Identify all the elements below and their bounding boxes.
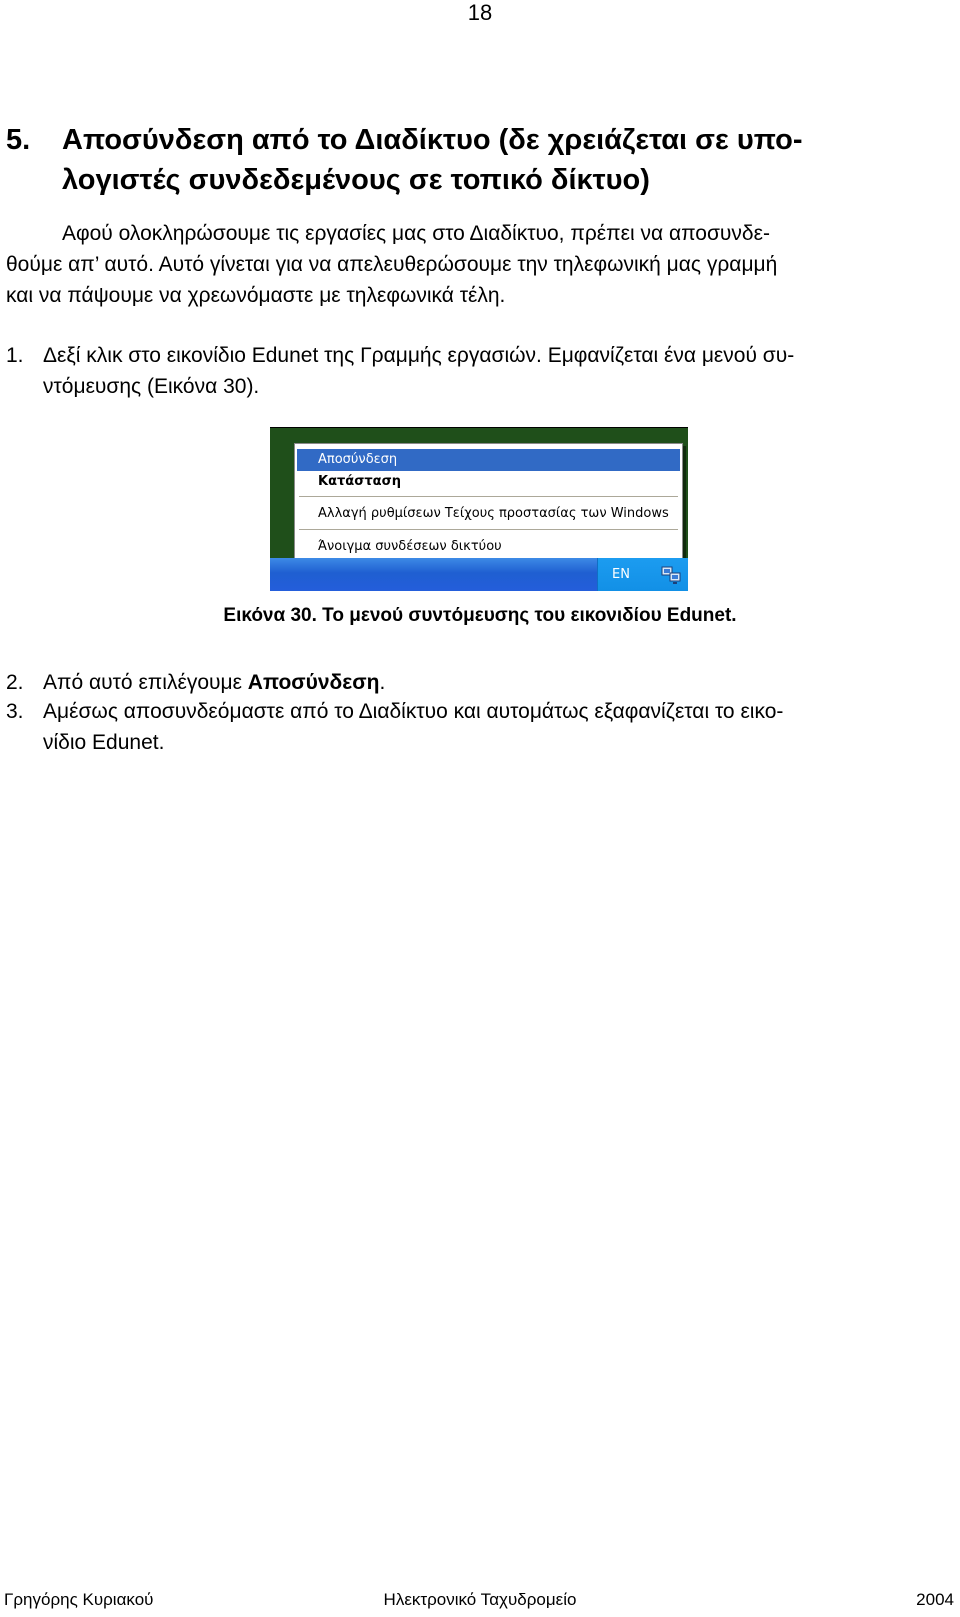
- section-heading-line-1: Αποσύνδεση από το Διαδίκτυο (δε χρειάζεται σε υπο-: [62, 124, 803, 156]
- menu-item-disconnect[interactable]: Αποσύνδεση: [297, 449, 680, 471]
- footer-author: Γρηγόρης Κυριακού: [4, 1590, 154, 1609]
- taskbar: [270, 558, 688, 591]
- network-connection-icon[interactable]: [660, 564, 682, 586]
- section-number: 5.: [6, 124, 31, 156]
- step-2: [6, 667, 954, 698]
- section-heading: [6, 120, 802, 200]
- step-2-bold-term: Αποσύνδεση: [247, 671, 380, 694]
- menu-separator: [299, 496, 678, 497]
- section-heading-line-2: λογιστές συνδεδεμένους σε τοπικό δίκτυο): [62, 164, 650, 196]
- step-1-number: 1.: [6, 344, 24, 367]
- step-3-line-1: Αμέσως αποσυνδεόμαστε από το Διαδίκτυο και αυτομάτως εξαφανίζεται το εικο-: [43, 700, 784, 723]
- language-indicator[interactable]: EN: [612, 567, 630, 582]
- intro-line-2: θούμε απ’ αυτό. Αυτό γίνεται για να απελευθερώσουμε την τηλεφωνική μας γραμμή: [6, 253, 778, 276]
- footer-year: 2004: [916, 1590, 954, 1609]
- step-1-line-2: ντόμευσης (Εικόνα 30).: [43, 375, 260, 398]
- step-3-number: 3.: [6, 700, 24, 723]
- intro-paragraph: [6, 218, 954, 311]
- intro-line-3: και να πάψουμε να χρεωνόμαστε με τηλεφωνικά τέλη.: [6, 284, 506, 307]
- context-menu: [294, 443, 683, 569]
- page-number: 18: [467, 0, 493, 25]
- step-3-line-2: νίδιο Edunet.: [43, 731, 165, 754]
- figure-30-screenshot: [270, 427, 688, 591]
- step-2-text: Από αυτό επιλέγουμε: [43, 671, 248, 694]
- footer-title: Ηλεκτρονικό Ταχυδρομείο: [383, 1590, 577, 1609]
- menu-separator: [299, 529, 678, 530]
- step-3: [6, 696, 954, 758]
- figure-caption: Εικόνα 30. Το μενού συντόμευσης του εικονιδίου Edunet.: [223, 605, 737, 626]
- step-1-line-1: Δεξί κλικ στο εικονίδιο Edunet της Γραμμής εργασιών. Εμφανίζεται ένα μενού συ-: [43, 344, 795, 367]
- system-tray: [597, 558, 688, 591]
- menu-item-status[interactable]: Κατάσταση: [318, 474, 401, 489]
- step-2-period: .: [379, 671, 386, 694]
- intro-line-1: Αφού ολοκληρώσουμε τις εργασίες μας στο Διαδίκτυο, πρέπει να αποσυνδε-: [62, 222, 770, 245]
- step-2-number: 2.: [6, 671, 24, 694]
- step-1: [6, 340, 954, 402]
- menu-item-firewall-settings[interactable]: Αλλαγή ρυθμίσεων Τείχους προστασίας των Windows: [318, 506, 669, 521]
- menu-item-open-network-connections[interactable]: Άνοιγμα συνδέσεων δικτύου: [318, 539, 502, 554]
